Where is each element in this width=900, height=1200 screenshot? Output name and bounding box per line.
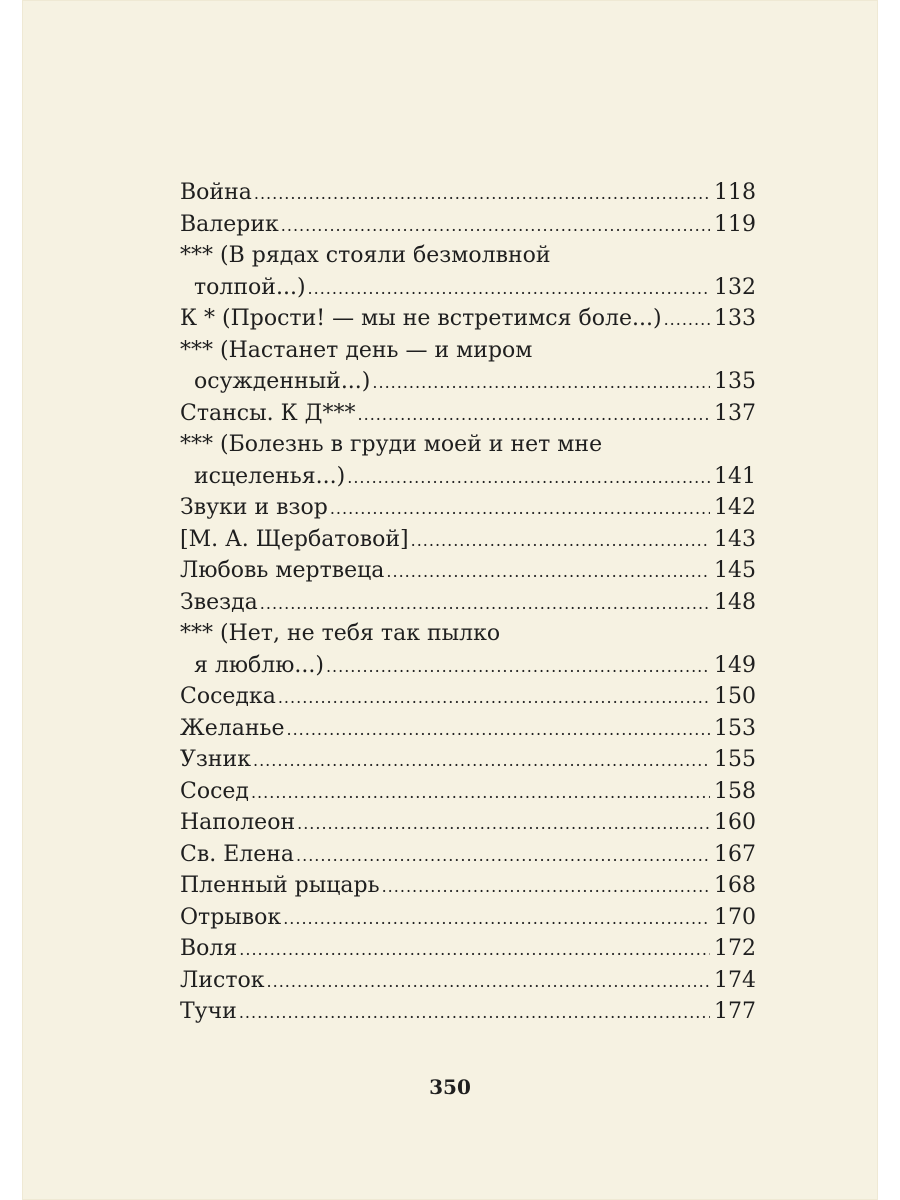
toc-entry-page: 141: [714, 463, 756, 489]
toc-leader-dots: [382, 871, 710, 902]
toc-leader-dots: [308, 273, 710, 304]
toc-entry: [180, 209, 756, 241]
toc-entry-page: 119: [714, 211, 756, 237]
toc-leader-dots: [297, 808, 710, 839]
toc-leader-dots: [296, 840, 710, 871]
toc-entry-title: Любовь мертвеца: [180, 558, 385, 583]
toc-leader-dots: [287, 714, 711, 745]
toc-entry: [180, 272, 756, 304]
toc-entry: [180, 461, 756, 493]
toc-leader-dots: [251, 777, 710, 808]
toc-entry-title: Наполеон: [180, 810, 296, 835]
toc-leader-dots: [326, 651, 710, 682]
toc-entry-title: К * (Прости! — мы не встретимся боле...): [180, 306, 662, 331]
toc-entry-page: 148: [714, 589, 756, 615]
toc-entry: [180, 177, 756, 209]
toc-entry-page: 174: [714, 967, 756, 993]
toc-entry: [180, 303, 756, 335]
toc-entry-title-line1: *** (Нет, не тебя так пылко: [180, 621, 501, 646]
toc-entry-page: 153: [714, 715, 756, 741]
toc-entry-title: толпой...): [194, 274, 306, 300]
toc-entry-page: 137: [714, 400, 756, 426]
toc-entry-title: исцеленья...): [194, 463, 346, 489]
toc-entry-page: 172: [714, 936, 756, 961]
toc-entry-title: я люблю...): [194, 652, 324, 678]
toc-entry-title: Листок: [180, 967, 265, 993]
toc-entry-page: 143: [714, 526, 756, 552]
toc-entry: [180, 524, 756, 556]
toc-entry-title: Узник: [180, 747, 251, 772]
toc-entry-page: 149: [714, 652, 756, 678]
toc-entry: [180, 744, 756, 776]
toc-leader-dots: [260, 588, 710, 619]
toc-entry-title: Желанье: [180, 715, 285, 741]
toc-leader-dots: [239, 934, 710, 965]
toc-entry: [180, 839, 756, 871]
toc-entry-page: 170: [714, 904, 756, 930]
toc-leader-dots: [278, 682, 710, 713]
toc-entry: [180, 933, 756, 965]
toc-entry: [180, 776, 756, 808]
toc-leader-dots: [239, 997, 710, 1028]
toc-entry-page: 132: [714, 274, 756, 300]
toc-leader-dots: [254, 178, 710, 209]
toc-entry: [180, 870, 756, 902]
toc-entry-page: 168: [714, 873, 756, 898]
toc-entry: [180, 681, 756, 713]
toc-entry-page: 118: [714, 180, 756, 205]
page-number: 350: [429, 1075, 471, 1099]
toc-entry: [180, 398, 756, 430]
toc-entry-title-line1: *** (Настанет день — и миром: [180, 337, 533, 363]
toc-entry-title: Звезда: [180, 589, 258, 615]
book-page: [22, 0, 878, 1200]
toc-entry-title: осужденный...): [194, 369, 371, 394]
toc-entry-title: Отрывок: [180, 904, 282, 930]
toc-entry-title: Валерик: [180, 211, 279, 237]
toc-entry-title: Война: [180, 180, 252, 205]
toc-leader-dots: [411, 525, 710, 556]
toc-leader-dots: [664, 304, 710, 335]
toc-entry-page: 177: [714, 999, 756, 1024]
toc-leader-dots: [330, 493, 710, 524]
toc-entry: [180, 366, 756, 398]
toc-entry-page: 155: [714, 747, 756, 772]
toc-entry-page: 135: [714, 369, 756, 394]
toc-entry-title-line1: *** (Болезнь в груди моей и нет мне: [180, 432, 603, 457]
toc-entry: [180, 555, 756, 587]
toc-leader-dots: [372, 367, 710, 398]
toc-leader-dots: [347, 462, 710, 493]
toc-entry-page: 145: [714, 558, 756, 583]
toc-entry-page: 167: [714, 841, 756, 867]
toc-entry-title: Стансы. К Д***: [180, 400, 356, 426]
toc-entry-title: Воля: [180, 936, 238, 961]
toc-entry-title: [М. А. Щербатовой]: [180, 526, 409, 552]
toc-entry-title: Звуки и взор: [180, 495, 328, 520]
toc-entry: [180, 650, 756, 682]
toc-entry: [180, 807, 756, 839]
toc-leader-dots: [283, 903, 710, 934]
toc-entry: [180, 965, 756, 997]
toc-leader-dots: [386, 556, 710, 587]
toc-entry-page: 158: [714, 778, 756, 804]
toc-entry-title: Сосед: [180, 778, 249, 804]
toc-entry-title: Св. Елена: [180, 841, 295, 867]
toc-entry-title: Тучи: [180, 999, 237, 1024]
toc-entry: [180, 587, 756, 619]
toc-entry-title: Соседка: [180, 684, 276, 709]
toc-entry: [180, 713, 756, 745]
toc-entry-page: 133: [714, 306, 756, 331]
toc-entry-page: 142: [714, 495, 756, 520]
table-of-contents: [180, 177, 756, 1028]
toc-entry: [180, 492, 756, 524]
toc-entry-title-line1: *** (В рядах стояли безмолвной: [180, 243, 551, 268]
toc-leader-dots: [267, 966, 710, 997]
toc-entry-title: Пленный рыцарь: [180, 873, 380, 898]
toc-entry-page: 160: [714, 810, 756, 835]
toc-leader-dots: [253, 745, 710, 776]
toc-entry-page: 150: [714, 684, 756, 709]
toc-leader-dots: [281, 210, 710, 241]
toc-entry: [180, 996, 756, 1028]
toc-leader-dots: [358, 399, 710, 430]
toc-entry: [180, 902, 756, 934]
